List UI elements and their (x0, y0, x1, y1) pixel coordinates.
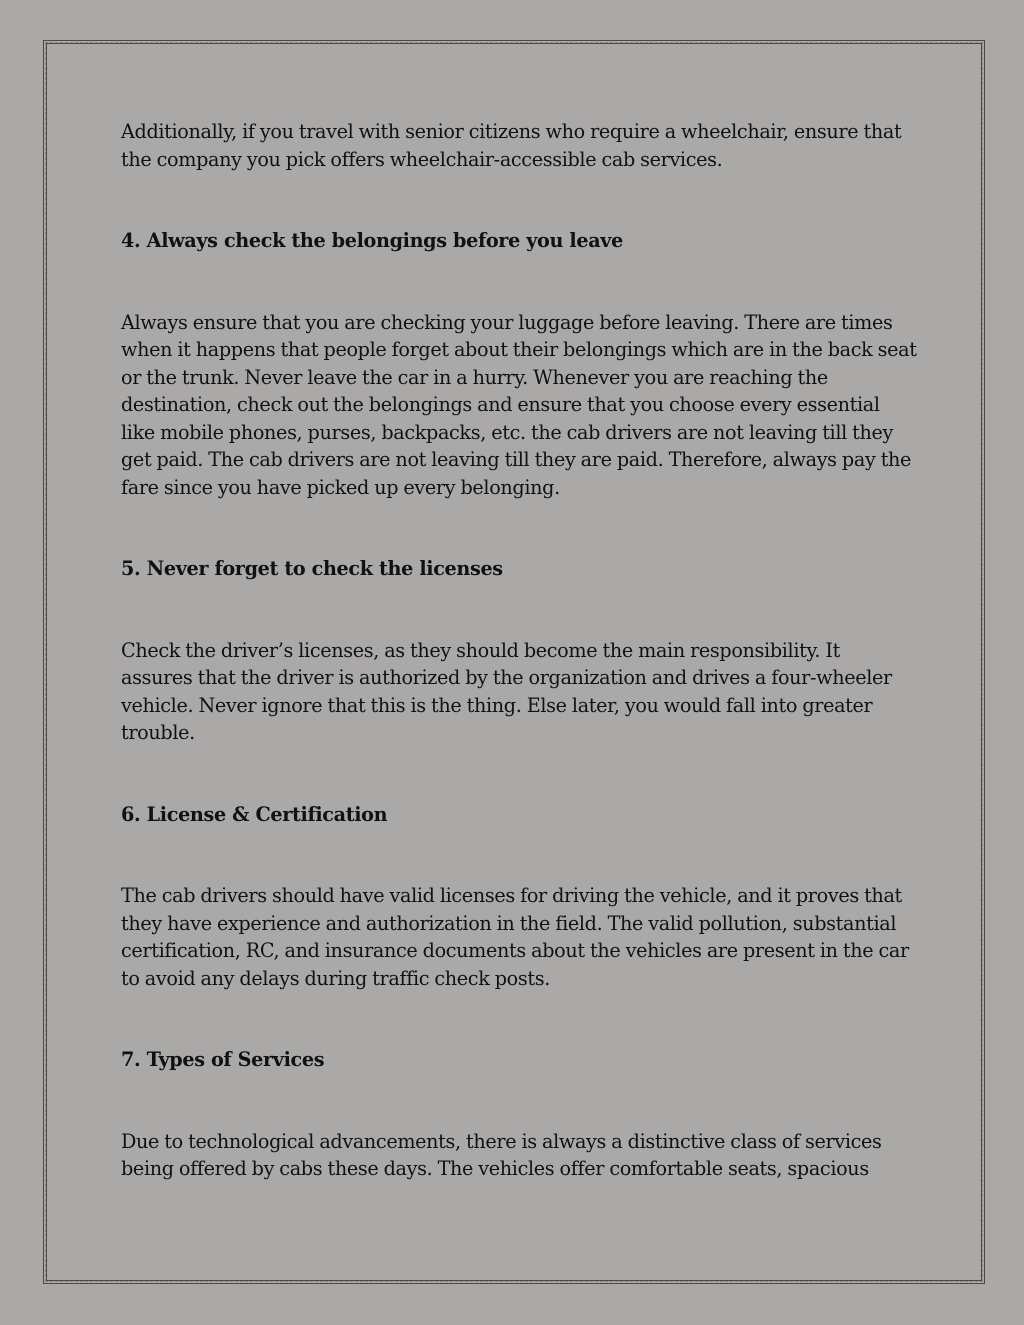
paragraph-wheelchair (121, 118, 921, 173)
text-line: to avoid any delays during traffic check posts. (121, 966, 550, 990)
heading-license-certification: 6. License & Certification (121, 802, 388, 826)
text-line: being offered by cabs these days. The vehicles offer comfortable seats, spacious (121, 1157, 869, 1180)
paragraph-licenses (121, 637, 921, 747)
text-line: they have experience and authorization in the field. The valid pollution, substantial (121, 911, 897, 935)
text-line: certification, RC, and insurance documents about the vehicles are present in the car (121, 939, 909, 962)
text-line: destination, check out the belongings and ensure that you choose every essential (121, 393, 880, 416)
text-line: the company you pick offers wheelchair-accessible cab services. (121, 147, 723, 171)
text-line: fare since you have picked up every belonging. (121, 475, 560, 499)
text-line: assures that the driver is authorized by the organization and drives a four-wheeler (121, 666, 892, 689)
text-line: or the trunk. Never leave the car in a hurry. Whenever you are reaching the (121, 365, 828, 389)
text-line: Always ensure that you are checking your luggage before leaving. There are times (121, 310, 893, 334)
text-line: vehicle. Never ignore that this is the thing. Else later, you would fall into greater (121, 693, 873, 717)
text-line: Check the driver’s licenses, as they should become the main responsibility. It (121, 638, 841, 662)
heading-types-of-services: 7. Types of Services (121, 1048, 325, 1071)
heading-check-licenses: 5. Never forget to check the licenses (121, 557, 503, 580)
text-line: like mobile phones, purses, backpacks, etc. the cab drivers are not leaving till they (121, 420, 894, 444)
text-line: The cab drivers should have valid licenses for driving the vehicle, and it proves that (121, 884, 902, 907)
paragraph-belongings (121, 309, 921, 502)
text-line: when it happens that people forget about their belongings which are in the back seat (121, 338, 917, 361)
text-line: trouble. (121, 721, 195, 744)
paragraph-services (121, 1128, 921, 1183)
text-line: Additionally, if you travel with senior citizens who require a wheelchair, ensure that (121, 120, 902, 143)
document-body (121, 118, 921, 1183)
text-line: Due to technological advancements, there is always a distinctive class of services (121, 1129, 882, 1153)
heading-check-belongings: 4. Always check the belongings before you leave (121, 229, 623, 252)
text-line: get paid. The cab drivers are not leaving till they are paid. Therefore, always pay the (121, 448, 912, 471)
paragraph-certification (121, 882, 921, 992)
